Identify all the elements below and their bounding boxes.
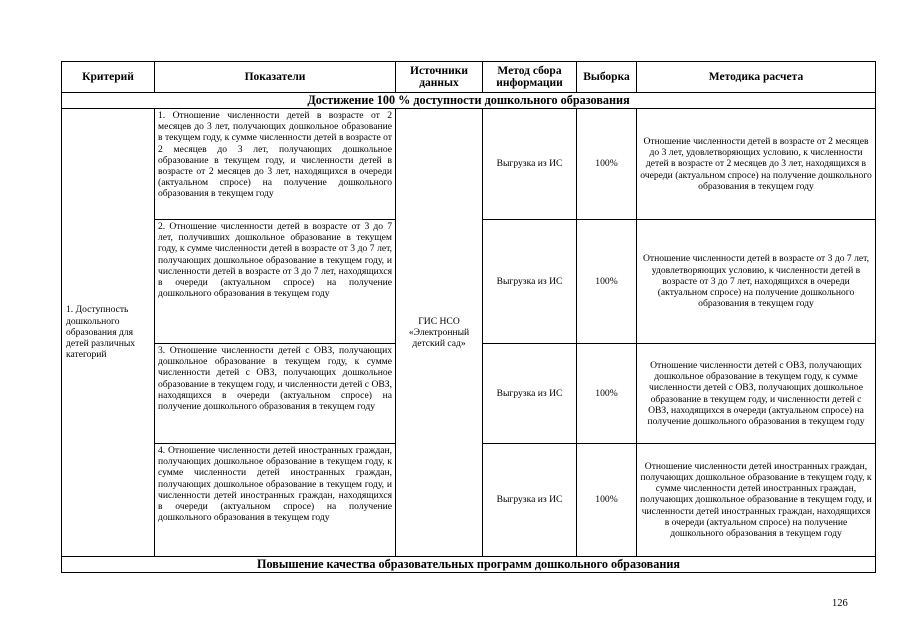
criterion-cell: 1. Доступность дошкольного образования для детей различных категорий [62,109,155,557]
indicator-cell: 1. Отношение численности детей в возрасте от 2 месяцев до 3 лет, получающих дошкольное образование в текущем году, к сумме численности детей в возрасте от 2 месяцев до 3 лет, получающих дошкольное образование в текущем году, и численности детей в возрасте от 2 месяцев до 3 лет, находящихся в очереди (актуальном спросе) на получение дошкольного образования в текущем году [155,109,396,220]
section-row [62,93,876,109]
method-cell: Выгрузка из ИС [483,109,577,220]
calculation-cell: Отношение численности детей в возрасте от 3 до 7 лет, удовлетворяющих условию, к численности детей в возрасте от 3 до 7 лет, находящихся в очереди (актуальном спросе) на получение дошкольного образования в текущем году [637,220,876,344]
header-sample: Выборка [577,62,637,93]
header-indicators: Показатели [155,62,396,93]
header-criterion: Критерий [62,62,155,93]
calculation-cell: Отношение численности детей иностранных граждан, получающих дошкольное образование в текущем году, к сумме численности детей иностранных граждан, получающих дошкольное образование в текущем году, и численности детей иностранных граждан, находящихся в очереди (актуальном спросе) на получение дошкольного образования в текущем году [637,444,876,557]
indicator-cell: 2. Отношение численности детей в возрасте от 3 до 7 лет, получивших дошкольное образование в текущем году, к сумме численности детей в возрасте от 3 до 7 лет, получающих дошкольное образование в текущем году, и численности детей в возрасте от 3 до 7 лет, находящихся в очереди (актуальном спросе) на получение дошкольного образования в текущем году [155,220,396,344]
calculation-cell: Отношение численности детей с ОВЗ, получающих дошкольное образование в текущем году, к сумме численности детей с ОВЗ, получающих дошкольное образование в текущем году, и численности детей с ОВЗ, находящихся в очереди (актуальном спросе) на получение дошкольного образования в текущем году [637,344,876,444]
indicator-cell: 3. Отношение численности детей с ОВЗ, получающих дошкольное образование в текущем году, к сумме численности детей с ОВЗ, получающих дошкольное образование в текущем году, и численности детей с ОВЗ, находящихся в очереди (актуальном спросе) на получение дошкольного образования в текущем году [155,344,396,444]
header-calculation-method: Методика расчета [637,62,876,93]
method-cell: Выгрузка из ИС [483,444,577,557]
header-row [62,62,876,93]
sample-cell: 100% [577,444,637,557]
method-cell: Выгрузка из ИС [483,344,577,444]
criteria-table [61,61,876,573]
calculation-cell: Отношение численности детей в возрасте от 2 месяцев до 3 лет, удовлетворяющих условию, к численности детей в возрасте от 2 месяцев до 3 лет, находящихся в очереди (актуальном спросе) на получение дошкольного образования в текущем году [637,109,876,220]
section-title-quality: Повышение качества образовательных программ дошкольного образования [62,557,876,573]
table-row [62,109,876,220]
header-data-sources: Источники данных [396,62,483,93]
indicator-cell: 4. Отношение численности детей иностранных граждан, получающих дошкольное образование в текущем году, к сумме численности детей иностранных граждан, получающих дошкольное образование в текущем году, и численности детей иностранных граждан, находящихся в очереди (актуальном спросе) на получение дошкольного образования в текущем году [155,444,396,557]
sample-cell: 100% [577,344,637,444]
sample-cell: 100% [577,220,637,344]
header-collection-method: Метод сбора информации [483,62,577,93]
data-source-cell: ГИС НСО «Электронный детский сад» [396,109,483,557]
section-row [62,557,876,573]
sample-cell: 100% [577,109,637,220]
method-cell: Выгрузка из ИС [483,220,577,344]
section-title-access: Достижение 100 % доступности дошкольного образования [62,93,876,109]
page-number: 126 [832,598,848,609]
